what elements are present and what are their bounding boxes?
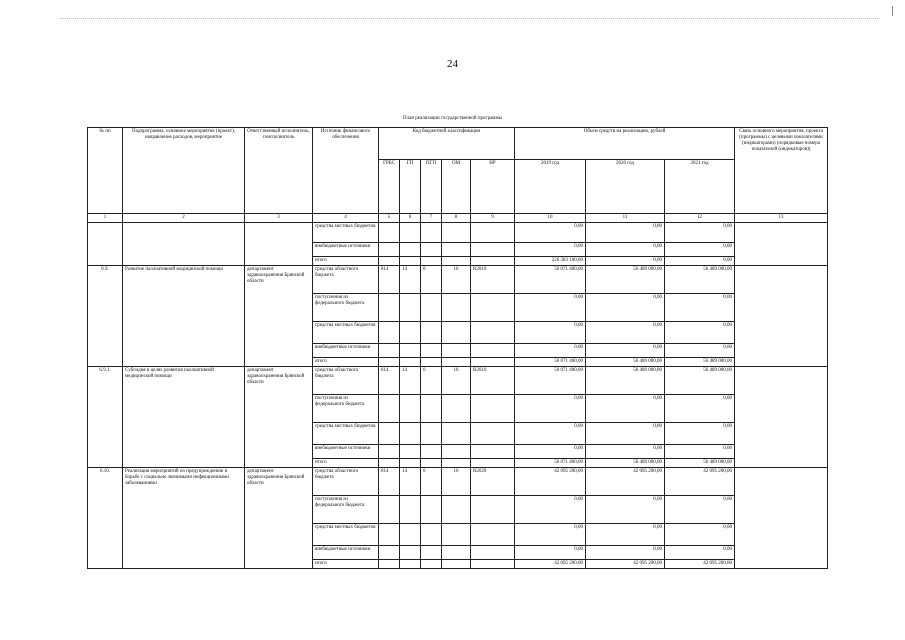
nr-cell [471,423,515,445]
amount-2020-cell: 0,00 [586,243,665,257]
table-row [88,266,828,294]
amount-2021-cell: 0,00 [665,223,735,243]
gp-cell [400,524,421,546]
pgp-cell: 0 [421,468,442,496]
amount-2020-cell: 56 489 000,00 [586,266,665,294]
pgp-cell: 0 [421,266,442,294]
amount-2021-cell: 0,00 [665,257,735,266]
gp-cell [400,358,421,367]
om-cell: 16 [442,468,471,496]
om-cell [442,524,471,546]
amount-2019-cell: 226 383 100,00 [515,257,586,266]
column-index-10: 10 [515,214,586,223]
amount-2020-cell: 56 489 000,00 [586,459,665,468]
source-cell: внебюджетные источники [313,445,379,459]
gp-cell [400,322,421,344]
indicator-link-cell [735,367,828,468]
item-name-cell: Субсидия в целях развития паллиативной медицинской помощи [123,367,245,468]
header-nr: НР [471,160,515,214]
pgp-cell [421,257,442,266]
item-executor-cell: департамент здравоохранения Брянской области [245,367,313,468]
source-cell: поступления из федерального бюджета [313,496,379,524]
grbs-cell: 814 [379,266,400,294]
om-cell: 16 [442,367,471,395]
amount-2021-cell: 0,00 [665,445,735,459]
nr-cell [471,395,515,423]
amount-2021-cell: 42 095 200,00 [665,560,735,569]
amount-2021-cell: 0,00 [665,243,735,257]
nr-cell [471,294,515,322]
amount-2019-cell: 0,00 [515,243,586,257]
source-cell: средства областного бюджета [313,468,379,496]
source-cell: итого [313,358,379,367]
amount-2019-cell: 0,00 [515,423,586,445]
om-cell [442,243,471,257]
pgp-cell [421,294,442,322]
column-index-6: 6 [400,214,421,223]
number-cell [88,223,123,266]
grbs-cell [379,546,400,560]
amount-2019-cell: 0,00 [515,395,586,423]
nr-cell [471,445,515,459]
column-index-12: 12 [665,214,735,223]
amount-2021-cell: 0,00 [665,294,735,322]
item-number-cell: 6.9.1. [88,367,123,468]
header-executor: Ответственный исполнитель, соисполнитель [245,128,313,214]
item-executor-cell: департамент здравоохранения Брянской области [245,468,313,569]
gp-cell [400,445,421,459]
grbs-cell [379,243,400,257]
grbs-cell: 814 [379,367,400,395]
om-cell [442,395,471,423]
column-index-9: 9 [471,214,515,223]
header-subprogram: Подпрограмма, основное мероприятие (проект), направление расходов, мероприятие [123,128,245,214]
source-cell: средства областного бюджета [313,266,379,294]
gp-cell [400,546,421,560]
grbs-cell [379,423,400,445]
nr-cell [471,524,515,546]
gp-cell [400,423,421,445]
scan-corner-mark [892,6,893,16]
nr-cell [471,223,515,243]
pgp-cell [421,496,442,524]
gp-cell [400,459,421,468]
header-2021: 2021 год [665,160,735,214]
grbs-cell [379,524,400,546]
table-row [88,367,828,395]
column-index-2: 2 [123,214,245,223]
nr-cell [471,560,515,569]
amount-2019-cell: 56 071 400,00 [515,266,586,294]
pgp-cell [421,344,442,358]
pgp-cell [421,524,442,546]
grbs-cell [379,445,400,459]
amount-2019-cell: 0,00 [515,546,586,560]
grbs-cell [379,560,400,569]
header-grbs: ГРБС [379,160,400,214]
amount-2021-cell: 56 489 000,00 [665,367,735,395]
nr-cell: R2020 [471,468,515,496]
header-gp: ГП [400,160,421,214]
header-2019: 2019 год [515,160,586,214]
gp-cell: 14 [400,266,421,294]
gp-cell [400,395,421,423]
column-index-7: 7 [421,214,442,223]
om-cell [442,423,471,445]
column-index-13: 13 [735,214,828,223]
source-cell: внебюджетные источники [313,546,379,560]
grbs-cell [379,496,400,524]
amount-2019-cell: 42 095 200,00 [515,560,586,569]
source-cell: поступления из федерального бюджета [313,294,379,322]
indicator-link-cell [735,266,828,367]
gp-cell [400,223,421,243]
grbs-cell [379,294,400,322]
name-cell [123,223,245,266]
amount-2019-cell: 56 071 400,00 [515,358,586,367]
om-cell [442,445,471,459]
amount-2021-cell: 0,00 [665,322,735,344]
gp-cell [400,560,421,569]
header-2020: 2020 год [586,160,665,214]
nr-cell: R2010 [471,367,515,395]
item-number-cell: 6.9. [88,266,123,367]
scan-artifact-dots [60,18,880,21]
pgp-cell [421,358,442,367]
gp-cell: 14 [400,367,421,395]
amount-2020-cell: 42 095 200,00 [586,560,665,569]
om-cell [442,294,471,322]
pgp-cell: 0 [421,367,442,395]
amount-2020-cell: 0,00 [586,395,665,423]
page-number: 24 [447,58,458,70]
amount-2019-cell: 0,00 [515,223,586,243]
om-cell [442,546,471,560]
pgp-cell [421,243,442,257]
amount-2019-cell: 0,00 [515,344,586,358]
gp-cell [400,294,421,322]
header-indicator-link: Связь основного мероприятия, проекта (программы) с целевыми показателями (индикаторами) (порядковые номера показателей (индикаторов)) [735,128,828,214]
source-cell: средства областного бюджета [313,367,379,395]
grbs-cell [379,395,400,423]
amount-2020-cell: 0,00 [586,344,665,358]
gp-cell [400,257,421,266]
column-index-4: 4 [313,214,379,223]
amount-2019-cell: 0,00 [515,322,586,344]
nr-cell [471,546,515,560]
amount-2020-cell: 0,00 [586,423,665,445]
pgp-cell [421,445,442,459]
om-cell [442,496,471,524]
om-cell [442,560,471,569]
column-index-1: 1 [88,214,123,223]
amount-2021-cell: 0,00 [665,344,735,358]
amount-2020-cell: 0,00 [586,257,665,266]
source-cell: средства местных бюджетов [313,322,379,344]
amount-2020-cell: 0,00 [586,546,665,560]
column-index-3: 3 [245,214,313,223]
table-row [88,223,828,243]
amount-2021-cell: 56 489 000,00 [665,266,735,294]
grbs-cell [379,257,400,266]
gp-cell [400,344,421,358]
amount-2019-cell: 42 095 200,00 [515,468,586,496]
nr-cell [471,322,515,344]
nr-cell [471,243,515,257]
source-cell: средства местных бюджетов [313,524,379,546]
header-om: ОМ [442,160,471,214]
amount-2020-cell: 56 489 000,00 [586,367,665,395]
om-cell [442,322,471,344]
amount-2020-cell: 0,00 [586,445,665,459]
grbs-cell: 814 [379,468,400,496]
item-name-cell: Реализация мероприятий по предупреждению и борьбе с социально значимыми инфекционными заболеваниями [123,468,245,569]
pgp-cell [421,395,442,423]
gp-cell: 14 [400,468,421,496]
amount-2021-cell: 0,00 [665,395,735,423]
nr-cell [471,496,515,524]
amount-2019-cell: 0,00 [515,496,586,524]
pgp-cell [421,560,442,569]
item-number-cell: 6.10. [88,468,123,569]
grbs-cell [379,322,400,344]
header-source: Источник финансового обеспечения [313,128,379,214]
table-row [88,468,828,496]
nr-cell [471,358,515,367]
gp-cell [400,496,421,524]
column-index-row [88,214,828,223]
source-cell: итого [313,560,379,569]
header-amount: Объем средств на реализацию, рублей [515,128,735,160]
amount-2020-cell: 0,00 [586,524,665,546]
nr-cell [471,344,515,358]
item-executor-cell: департамент здравоохранения Брянской области [245,266,313,367]
program-plan-table [87,127,828,569]
indicator-link-cell [735,223,828,266]
source-cell: средства местных бюджетов [313,423,379,445]
source-cell: внебюджетные источники [313,243,379,257]
source-cell: итого [313,257,379,266]
amount-2020-cell: 0,00 [586,294,665,322]
amount-2021-cell: 56 489 000,00 [665,358,735,367]
header-budget-code: Код бюджетной классификации [379,128,515,160]
om-cell [442,358,471,367]
amount-2021-cell: 0,00 [665,524,735,546]
grbs-cell [379,344,400,358]
amount-2020-cell: 0,00 [586,223,665,243]
pgp-cell [421,423,442,445]
amount-2019-cell: 0,00 [515,294,586,322]
amount-2020-cell: 42 095 200,00 [586,468,665,496]
pgp-cell [421,223,442,243]
amount-2019-cell: 0,00 [515,524,586,546]
amount-2021-cell: 42 095 200,00 [665,468,735,496]
amount-2020-cell: 0,00 [586,496,665,524]
pgp-cell [421,546,442,560]
amount-2021-cell: 56 489 000,00 [665,459,735,468]
om-cell: 16 [442,266,471,294]
amount-2021-cell: 0,00 [665,546,735,560]
executor-cell [245,223,313,266]
amount-2019-cell: 56 071 400,00 [515,367,586,395]
column-index-8: 8 [442,214,471,223]
om-cell [442,257,471,266]
amount-2019-cell: 56 071 400,00 [515,459,586,468]
item-name-cell: Развитие паллиативной медицинской помощи [123,266,245,367]
source-cell: поступления из федерального бюджета [313,395,379,423]
source-cell: итого [313,459,379,468]
om-cell [442,459,471,468]
nr-cell [471,459,515,468]
pgp-cell [421,459,442,468]
amount-2020-cell: 0,00 [586,322,665,344]
om-cell [442,344,471,358]
amount-2020-cell: 56 489 000,00 [586,358,665,367]
header-pgp: ПГП [421,160,442,214]
nr-cell: R2010 [471,266,515,294]
column-index-11: 11 [586,214,665,223]
gp-cell [400,243,421,257]
grbs-cell [379,358,400,367]
om-cell [442,223,471,243]
grbs-cell [379,223,400,243]
amount-2019-cell: 0,00 [515,445,586,459]
source-cell: внебюджетные источники [313,344,379,358]
pgp-cell [421,322,442,344]
amount-2021-cell: 0,00 [665,423,735,445]
table-caption: План реализации государственной программы [403,116,502,121]
indicator-link-cell [735,468,828,569]
source-cell: средства местных бюджетов [313,223,379,243]
column-index-5: 5 [379,214,400,223]
header-number: № пп [88,128,123,214]
amount-2021-cell: 0,00 [665,496,735,524]
nr-cell [471,257,515,266]
grbs-cell [379,459,400,468]
